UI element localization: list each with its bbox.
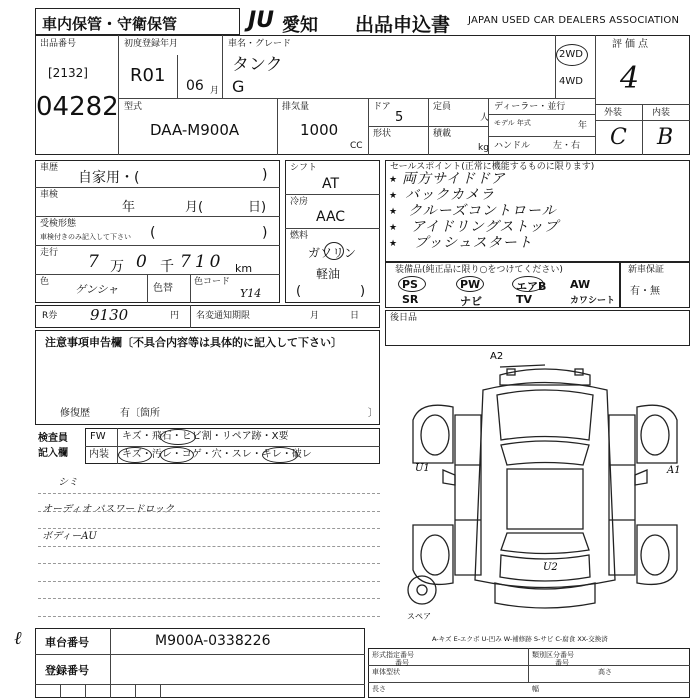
mark-u2: U2 — [543, 562, 558, 573]
mark-a2: A2 — [490, 351, 504, 362]
remark-line — [38, 546, 380, 547]
displacement-unit: CC — [350, 141, 363, 151]
inspection-month: 月( — [185, 200, 204, 215]
doors-label: ドア — [373, 102, 391, 112]
equipment-item: TV — [516, 293, 533, 306]
shift-label: シフト — [290, 163, 318, 173]
fw-label: FW — [90, 431, 106, 442]
car-name-label: 車名・グレード — [228, 39, 292, 49]
mileage-rest: 710 — [180, 252, 225, 272]
airbag-circle — [512, 276, 547, 293]
history-label: 車歴 — [40, 163, 59, 173]
interior-grade: B — [657, 125, 674, 150]
transfer-close: ) — [262, 225, 268, 241]
logo-text: 愛知 — [282, 15, 318, 36]
sales-point-star: ★ — [389, 191, 398, 201]
sales-point-star: ★ — [389, 175, 398, 185]
inspector-remark: ボディーAU — [42, 531, 97, 542]
doors-value: 5 — [395, 110, 404, 125]
remark-line — [38, 528, 380, 529]
sales-points-label: セールスポイント(正常に機能するものに限ります) — [390, 162, 595, 172]
repair-value: 有〔箇所 — [120, 408, 160, 419]
sales-point-item: バックカメラ — [405, 187, 495, 203]
sales-point-star: ★ — [389, 207, 398, 217]
mileage-sen-unit: 千 — [160, 259, 174, 275]
car-grade: G — [232, 77, 245, 96]
deadline-day: 日 — [350, 311, 360, 321]
logo-mark: JU — [248, 8, 275, 33]
remark-line — [38, 581, 380, 582]
length-label: 長さ — [372, 685, 386, 693]
sales-point-item: クルーズコントロール — [408, 203, 557, 219]
car-name: タンク — [232, 55, 283, 75]
shape-label: 形状 — [373, 129, 392, 139]
color-label: 色 — [40, 277, 50, 287]
interior-label: 内装 — [652, 108, 671, 118]
history-value: 自家用・( — [78, 170, 140, 186]
stain-circle — [160, 447, 194, 463]
color-value: ゲンシャ — [75, 283, 119, 296]
association-name: JAPAN USED CAR DEALERS ASSOCIATION — [468, 15, 680, 26]
plate-cell-divider — [160, 684, 161, 698]
chassis-mark: ℓ — [14, 628, 22, 649]
equipment-item: PS — [402, 278, 418, 291]
lot-label: 出品番号 — [40, 39, 77, 49]
fuel-close: ) — [360, 284, 366, 299]
repair-label: 修復歴 — [60, 408, 90, 419]
exterior-label: 外装 — [604, 108, 623, 118]
inspector-label-2: 記入欄 — [38, 448, 68, 459]
chassis-shape-label: 車体型状 — [372, 668, 400, 676]
transfer-note: 車検付きのみ記入して下さい — [40, 233, 131, 241]
number-label-1: 番号 — [395, 659, 409, 667]
sales-point-item: 両方サイドドア — [402, 171, 506, 187]
deadline-month: 月 — [310, 311, 320, 321]
stone-chip-circle — [160, 429, 196, 445]
spare-label: スペア — [407, 612, 431, 621]
inspector-label-1: 検査員 — [38, 433, 68, 444]
inspection-label: 車検 — [40, 190, 59, 200]
equipment-item: AW — [570, 278, 591, 291]
model-designation-label: 形式指定番号 — [372, 651, 414, 659]
equipment-item: カワシート — [570, 296, 616, 306]
capacity-label: 定員 — [433, 102, 452, 112]
drive-4wd: 4WD — [559, 76, 583, 87]
sales-point-star: ★ — [389, 223, 398, 233]
warranty-label: 新車保証 — [628, 265, 665, 275]
color-change-label: 色替 — [153, 283, 173, 294]
deadline-label: 名変通知期限 — [196, 311, 251, 321]
plate-cell-divider — [85, 684, 86, 698]
remark-line — [38, 616, 380, 617]
registration-era: R01 — [130, 65, 166, 86]
cooler-label: 冷房 — [290, 197, 309, 207]
wear-circle — [262, 447, 298, 463]
tax-unit: 円 — [170, 311, 180, 321]
registration-month: 06 — [186, 78, 204, 94]
interior-check-label: 内装 — [89, 449, 109, 460]
warranty-value: 有・無 — [630, 286, 660, 297]
mark-u1-left: U1 — [415, 463, 430, 474]
equipment-item: SR — [402, 293, 419, 306]
shift-value: AT — [322, 176, 340, 192]
mileage-label: 走行 — [40, 248, 59, 258]
plate-label: 登録番号 — [45, 664, 89, 677]
fuel-gasoline: ガソリン — [308, 246, 357, 260]
chassis-label: 車台番号 — [45, 636, 89, 649]
model-label: 型式 — [124, 102, 143, 112]
capacity-unit: 人 — [480, 113, 490, 123]
equipment-item: ナビ — [460, 295, 482, 308]
remark-line — [38, 493, 380, 494]
spec-table-frame — [368, 648, 690, 698]
height-label: 高さ — [598, 668, 612, 676]
fuel-diesel: 軽油 — [316, 267, 341, 281]
drive-2wd: 2WD — [559, 49, 583, 60]
scratch-circle — [118, 447, 152, 463]
equipment-label: 装備品(純正品に限り○をつけてください) — [395, 265, 563, 275]
color-code-label: 色コード — [194, 277, 231, 287]
mileage-man-digit: 7 — [88, 252, 99, 272]
plate-cell-divider — [60, 684, 61, 698]
fw-items: キズ・飛石・ヒビ割・リペア跡・X要 — [122, 431, 289, 442]
post-attach-label: 後日品 — [390, 313, 418, 323]
registration-label: 初度登録年月 — [124, 39, 179, 49]
model-year-label: モデル 年式 — [494, 119, 531, 127]
chassis-value: M900A-0338226 — [155, 633, 271, 649]
score-label: 評価点 — [612, 39, 651, 50]
fuel-label: 燃料 — [290, 231, 309, 241]
cooler-value: AAC — [316, 209, 346, 225]
ps-circle — [398, 276, 426, 292]
car-diagram — [395, 345, 695, 630]
equipment-item: エアB — [516, 280, 547, 293]
sales-point-star: ★ — [389, 239, 398, 249]
class-label: 類別区分番号 — [532, 651, 574, 659]
width-label: 幅 — [532, 685, 539, 693]
exterior-grade: C — [610, 125, 627, 150]
plate-cell-divider — [110, 684, 111, 698]
plate-cell-divider — [135, 684, 136, 698]
inspector-remark: オーディオ パスワードロック — [42, 504, 175, 515]
mark-a1-right: A1 — [667, 465, 681, 476]
tax-label: R券 — [42, 311, 58, 321]
tax-value: 9130 — [90, 306, 129, 324]
year-unit: 年 — [578, 121, 588, 131]
sales-point-item: プッシュスタート — [414, 235, 533, 251]
storage-label-box — [35, 8, 240, 35]
fuel-open: ( — [296, 284, 302, 299]
notes-label: 注意事項申告欄〔不具合内容等は具体的に記入して下さい〕 — [45, 336, 342, 349]
mileage-man-unit: 万 — [110, 259, 124, 275]
handle-value: 左・右 — [553, 141, 581, 151]
score-value: 4 — [620, 61, 640, 96]
handle-label: ハンドル — [494, 141, 531, 151]
top-info-frame — [35, 35, 690, 155]
lot-number: 04282 — [36, 92, 119, 122]
displacement-value: 1000 — [300, 121, 339, 139]
model-code: DAA-M900A — [150, 121, 240, 139]
inspection-year: 年 — [122, 200, 136, 215]
damage-legend: A-キズ E-エクボ U-凹み W-補修跡 S-サビ C-腐食 XX-交換済 — [432, 635, 608, 643]
form-title: 出品申込書 — [355, 14, 451, 36]
registration-month-unit: 月 — [210, 86, 220, 96]
load-unit: kg — [478, 143, 489, 153]
interior-items: キズ・汚レ・コゲ・穴・スレ・キレ・破レ — [122, 449, 312, 460]
dealer-label: ディーラー・並行 — [494, 102, 566, 112]
displacement-label: 排気量 — [282, 102, 310, 112]
storage-label: 車内保管・守衛保管 — [42, 15, 178, 33]
color-code: Y14 — [240, 287, 262, 300]
repair-close: 〕 — [368, 408, 378, 419]
mileage-unit: km — [235, 262, 253, 275]
pw-circle — [456, 276, 484, 292]
inspector-remark: シミ — [58, 477, 78, 488]
mileage-sen-digit: 0 — [136, 252, 147, 272]
number-label-2: 番号 — [555, 659, 569, 667]
history-close: ) — [262, 167, 268, 183]
load-label: 積載 — [433, 129, 452, 139]
sales-point-item: アイドリングストップ — [411, 219, 559, 235]
remark-line — [38, 563, 380, 564]
remark-line — [38, 598, 380, 599]
equipment-item: PW — [460, 278, 481, 291]
inspection-day: 日) — [248, 200, 267, 215]
post-attach-frame — [385, 310, 690, 346]
history-frame — [35, 160, 280, 303]
transfer-label: 受検形態 — [40, 219, 77, 229]
lot-sub-number: [2132] — [48, 66, 88, 80]
transfer-open: ( — [150, 225, 156, 241]
